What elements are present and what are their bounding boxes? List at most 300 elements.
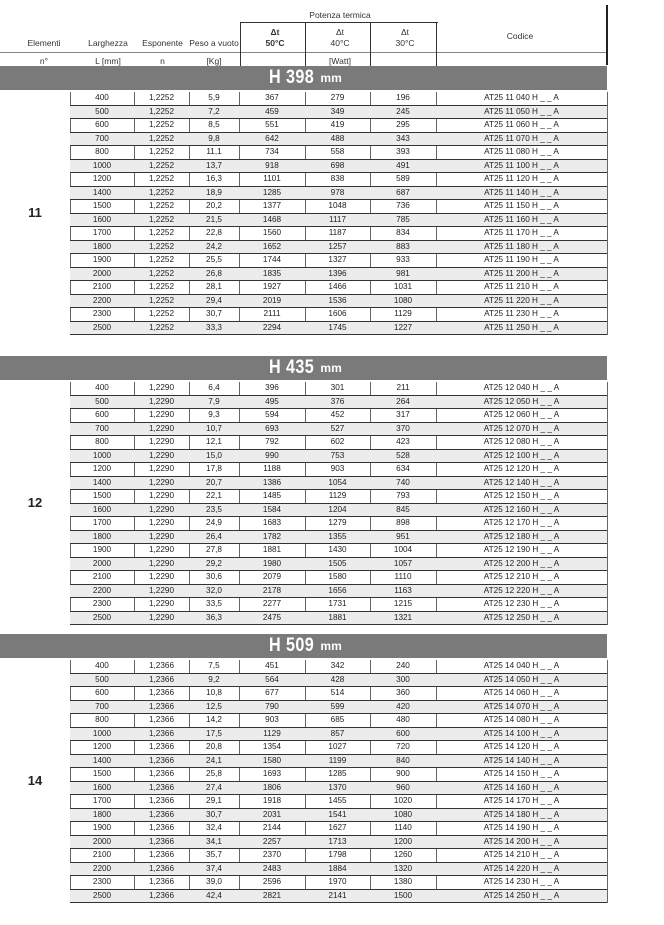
code-cell: AT25 11 120 H _ _ A bbox=[484, 174, 559, 183]
dt30-cell: 720 bbox=[396, 742, 410, 751]
exponent-cell: 1,2290 bbox=[148, 531, 175, 541]
header-sep bbox=[240, 22, 241, 66]
table-row bbox=[70, 612, 607, 626]
dt30-cell: 295 bbox=[396, 120, 410, 129]
dt30-cell: 420 bbox=[396, 701, 410, 711]
table-row bbox=[70, 308, 607, 322]
code-cell: AT25 14 210 H _ _ A bbox=[483, 850, 560, 859]
width-cell: 2300 bbox=[92, 309, 112, 318]
dt40-cell: 1713 bbox=[328, 836, 347, 846]
dt40-cell: 685 bbox=[330, 715, 345, 724]
table-row bbox=[70, 836, 607, 850]
dt40-cell: 1187 bbox=[328, 228, 347, 237]
dt40-cell: 1798 bbox=[328, 850, 347, 859]
code-cell: AT25 14 190 H _ _ A bbox=[483, 823, 560, 832]
weight-cell: 29,1 bbox=[206, 796, 222, 805]
weight-cell: 24,9 bbox=[206, 518, 222, 527]
height-value: H 435 bbox=[269, 357, 315, 378]
dt30-cell: 1129 bbox=[394, 309, 412, 318]
exponent-cell: 1,2290 bbox=[148, 504, 175, 514]
width-cell: 2500 bbox=[92, 612, 112, 622]
code-cell: AT25 12 140 H _ _ A bbox=[483, 477, 560, 487]
width-cell: 1400 bbox=[92, 477, 112, 487]
right-border bbox=[606, 5, 608, 65]
code-cell: AT25 12 210 H _ _ A bbox=[483, 572, 560, 581]
code-cell: AT25 11 100 H _ _ A bbox=[484, 160, 559, 170]
table-row bbox=[70, 674, 607, 688]
dt40-cell: 342 bbox=[330, 661, 345, 670]
table-row bbox=[70, 768, 607, 782]
dt30-cell: 981 bbox=[396, 268, 410, 278]
dt30-cell: 687 bbox=[396, 187, 410, 197]
dt50-cell: 2019 bbox=[262, 295, 282, 305]
header-dt40: Δt bbox=[335, 27, 345, 37]
dt30-cell: 1163 bbox=[394, 585, 412, 595]
dt30-cell: 264 bbox=[396, 396, 410, 406]
dt50-cell: 1580 bbox=[262, 755, 282, 765]
width-cell: 400 bbox=[95, 93, 109, 102]
code-cell: AT25 11 050 H _ _ A bbox=[484, 106, 559, 116]
header-codice: Codice bbox=[506, 31, 534, 41]
table-row bbox=[70, 660, 607, 674]
height-band bbox=[0, 66, 607, 90]
weight-cell: 7,9 bbox=[208, 396, 220, 406]
column-separator bbox=[607, 92, 608, 335]
dt40-cell: 1370 bbox=[328, 782, 347, 792]
column-separator bbox=[607, 660, 608, 903]
dt40-cell: 1048 bbox=[328, 201, 347, 210]
width-cell: 1000 bbox=[92, 160, 112, 170]
exponent-cell: 1,2290 bbox=[148, 410, 175, 419]
dt40-cell: 1027 bbox=[328, 742, 347, 751]
table-row bbox=[70, 876, 607, 890]
exponent-cell: 1,2366 bbox=[148, 850, 175, 859]
weight-cell: 9,2 bbox=[208, 674, 220, 684]
width-cell: 800 bbox=[95, 147, 109, 156]
exponent-cell: 1,2252 bbox=[148, 187, 175, 197]
header-dt40-sub: 40°C bbox=[330, 38, 350, 48]
width-cell: 700 bbox=[95, 701, 109, 711]
code-cell: AT25 14 140 H _ _ A bbox=[483, 755, 560, 765]
code-cell: AT25 14 230 H _ _ A bbox=[483, 877, 560, 886]
table-row bbox=[70, 436, 607, 450]
unit-larghezza: L [mm] bbox=[95, 56, 121, 66]
code-cell: AT25 12 070 H _ _ A bbox=[483, 423, 560, 433]
dt50-cell: 396 bbox=[265, 383, 279, 392]
dt30-cell: 317 bbox=[396, 410, 410, 419]
header-sep bbox=[436, 22, 437, 66]
dt30-cell: 1057 bbox=[393, 558, 413, 568]
dt40-cell: 1327 bbox=[328, 255, 347, 264]
dt50-cell: 734 bbox=[265, 147, 279, 156]
dt50-cell: 990 bbox=[265, 450, 279, 460]
width-cell: 1000 bbox=[92, 450, 112, 460]
table-row bbox=[70, 200, 607, 214]
code-cell: AT25 14 220 H _ _ A bbox=[483, 863, 560, 873]
dt40-cell: 1541 bbox=[328, 809, 347, 819]
dt40-cell: 1355 bbox=[328, 531, 347, 541]
dt40-cell: 428 bbox=[330, 674, 345, 684]
width-cell: 1500 bbox=[92, 201, 112, 210]
exponent-cell: 1,2252 bbox=[148, 133, 175, 143]
width-cell: 2100 bbox=[92, 282, 112, 291]
code-cell: AT25 14 200 H _ _ A bbox=[483, 836, 560, 846]
width-cell: 1400 bbox=[92, 755, 112, 765]
dt30-cell: 898 bbox=[396, 518, 410, 527]
width-cell: 800 bbox=[95, 715, 109, 724]
dt40-cell: 1656 bbox=[328, 585, 347, 595]
weight-cell: 24,2 bbox=[206, 241, 222, 251]
dt30-cell: 736 bbox=[396, 201, 410, 210]
dt40-cell: 558 bbox=[330, 147, 345, 156]
dt40-cell: 1745 bbox=[328, 322, 347, 332]
exponent-cell: 1,2366 bbox=[148, 796, 175, 805]
elements-count: 14 bbox=[27, 772, 43, 788]
dt50-cell: 2821 bbox=[262, 890, 282, 900]
dt50-cell: 2475 bbox=[262, 612, 282, 622]
width-cell: 600 bbox=[95, 688, 109, 697]
header-sep bbox=[370, 22, 371, 66]
exponent-cell: 1,2366 bbox=[148, 890, 175, 900]
dt40-cell: 1396 bbox=[328, 268, 347, 278]
dt30-cell: 1200 bbox=[393, 836, 413, 846]
exponent-cell: 1,2366 bbox=[148, 755, 175, 765]
dt40-cell: 1199 bbox=[328, 755, 347, 765]
code-cell: AT25 11 200 H _ _ A bbox=[484, 268, 559, 278]
table-row bbox=[70, 714, 607, 728]
dt50-cell: 2079 bbox=[262, 572, 282, 581]
dt40-cell: 1505 bbox=[328, 558, 347, 568]
dt30-cell: 240 bbox=[396, 661, 410, 670]
width-cell: 1800 bbox=[92, 241, 112, 251]
dt30-cell: 360 bbox=[396, 688, 410, 697]
weight-cell: 30,6 bbox=[206, 572, 222, 581]
unit-elementi: n° bbox=[39, 56, 49, 66]
dt40-cell: 1117 bbox=[329, 214, 346, 224]
table-row bbox=[70, 809, 607, 823]
weight-cell: 28,1 bbox=[206, 282, 222, 291]
table-row bbox=[70, 849, 607, 863]
height-value: H 398 bbox=[269, 67, 315, 88]
dt40-cell: 1884 bbox=[328, 863, 347, 873]
dt40-cell: 514 bbox=[330, 688, 345, 697]
height-value: H 509 bbox=[269, 635, 315, 656]
dt50-cell: 2294 bbox=[262, 322, 282, 332]
code-cell: AT25 14 080 H _ _ A bbox=[483, 715, 560, 724]
table-row bbox=[70, 531, 607, 545]
dt50-cell: 1806 bbox=[262, 782, 282, 792]
dt30-cell: 589 bbox=[396, 174, 410, 183]
dt50-cell: 1652 bbox=[262, 241, 282, 251]
unit-watt: [Watt] bbox=[329, 56, 351, 66]
weight-cell: 42,4 bbox=[206, 890, 222, 900]
exponent-cell: 1,2366 bbox=[148, 674, 175, 684]
code-cell: AT25 14 040 H _ _ A bbox=[483, 661, 560, 670]
exponent-cell: 1,2252 bbox=[148, 120, 175, 129]
width-cell: 400 bbox=[95, 383, 109, 392]
exponent-cell: 1,2252 bbox=[148, 106, 175, 116]
dt40-cell: 838 bbox=[330, 174, 345, 183]
dt50-cell: 1386 bbox=[262, 477, 282, 487]
exponent-cell: 1,2290 bbox=[148, 599, 175, 608]
header-larghezza: Larghezza bbox=[88, 38, 128, 48]
exponent-cell: 1,2252 bbox=[148, 295, 175, 305]
height-band bbox=[0, 634, 607, 658]
weight-cell: 12,1 bbox=[206, 437, 222, 446]
dt30-cell: 1227 bbox=[393, 322, 413, 332]
table-row bbox=[70, 822, 607, 836]
dt30-cell: 933 bbox=[396, 255, 410, 264]
dt30-cell: 793 bbox=[396, 491, 410, 500]
weight-cell: 5,9 bbox=[208, 93, 220, 102]
dt50-cell: 1129 bbox=[263, 728, 281, 738]
dt50-cell: 2144 bbox=[262, 823, 282, 832]
dt30-cell: 423 bbox=[396, 437, 410, 446]
code-cell: AT25 14 070 H _ _ A bbox=[483, 701, 560, 711]
dt50-cell: 2257 bbox=[262, 836, 282, 846]
weight-cell: 26,4 bbox=[206, 531, 222, 541]
width-cell: 1500 bbox=[92, 769, 112, 778]
weight-cell: 13,7 bbox=[206, 160, 222, 170]
weight-cell: 25,5 bbox=[206, 255, 222, 264]
dt40-cell: 1536 bbox=[328, 295, 347, 305]
table-row bbox=[70, 92, 607, 106]
weight-cell: 16,3 bbox=[206, 174, 222, 183]
dt30-cell: 1320 bbox=[393, 863, 413, 873]
code-cell: AT25 14 050 H _ _ A bbox=[483, 674, 560, 684]
exponent-cell: 1,2366 bbox=[148, 877, 175, 886]
code-cell: AT25 12 080 H _ _ A bbox=[483, 437, 560, 446]
width-cell: 1900 bbox=[92, 823, 112, 832]
table-row bbox=[70, 687, 607, 701]
width-cell: 400 bbox=[95, 661, 109, 670]
dt50-cell: 1285 bbox=[262, 187, 282, 197]
exponent-cell: 1,2252 bbox=[148, 93, 175, 102]
height-unit: mm bbox=[320, 639, 342, 653]
code-cell: AT25 11 170 H _ _ A bbox=[484, 228, 559, 237]
header-peso: Peso a vuoto bbox=[189, 38, 239, 48]
table-row bbox=[70, 133, 607, 147]
table-row bbox=[70, 119, 607, 133]
width-cell: 1600 bbox=[92, 504, 112, 514]
dt30-cell: 960 bbox=[396, 782, 410, 792]
dt50-cell: 693 bbox=[265, 423, 279, 433]
width-cell: 700 bbox=[95, 423, 109, 433]
dt40-cell: 1257 bbox=[328, 241, 347, 251]
dt30-cell: 1321 bbox=[393, 612, 413, 622]
table-row bbox=[70, 227, 607, 241]
width-cell: 700 bbox=[95, 133, 109, 143]
weight-cell: 22,8 bbox=[206, 228, 222, 237]
dt40-cell: 452 bbox=[330, 410, 345, 419]
header-divider bbox=[0, 52, 607, 53]
weight-cell: 33,5 bbox=[206, 599, 222, 608]
dt50-cell: 1918 bbox=[262, 796, 282, 805]
code-cell: AT25 14 150 H _ _ A bbox=[483, 769, 560, 778]
dt30-cell: 1080 bbox=[393, 295, 413, 305]
table-row bbox=[70, 106, 607, 120]
code-cell: AT25 12 180 H _ _ A bbox=[483, 531, 560, 541]
dt50-cell: 790 bbox=[265, 701, 279, 711]
table-row bbox=[70, 585, 607, 599]
dt40-cell: 1129 bbox=[328, 491, 347, 500]
dt40-cell: 903 bbox=[330, 464, 345, 473]
weight-cell: 32,0 bbox=[206, 585, 222, 595]
exponent-cell: 1,2252 bbox=[148, 255, 175, 264]
width-cell: 1000 bbox=[92, 728, 112, 738]
code-cell: AT25 12 170 H _ _ A bbox=[483, 518, 560, 527]
code-cell: AT25 12 230 H _ _ A bbox=[483, 599, 560, 608]
weight-cell: 7,5 bbox=[208, 661, 220, 670]
dt50-cell: 2111 bbox=[263, 309, 281, 318]
weight-cell: 35,7 bbox=[206, 850, 222, 859]
width-cell: 1900 bbox=[92, 545, 112, 554]
weight-cell: 14,2 bbox=[206, 715, 222, 724]
table-row bbox=[70, 322, 607, 336]
weight-cell: 32,4 bbox=[206, 823, 222, 832]
dt50-cell: 2483 bbox=[262, 863, 282, 873]
table-row bbox=[70, 571, 607, 585]
dt50-cell: 2178 bbox=[262, 585, 282, 595]
dt40-cell: 1627 bbox=[328, 823, 347, 832]
dt40-cell: 1279 bbox=[328, 518, 347, 527]
code-cell: AT25 14 250 H _ _ A bbox=[483, 890, 560, 900]
table-row bbox=[70, 409, 607, 423]
table-row bbox=[70, 254, 607, 268]
table-row bbox=[70, 728, 607, 742]
header-dt50-sub: 50°C bbox=[265, 38, 285, 48]
width-cell: 2000 bbox=[92, 268, 112, 278]
dt30-cell: 1080 bbox=[393, 809, 413, 819]
table-row bbox=[70, 558, 607, 572]
exponent-cell: 1,2366 bbox=[148, 661, 175, 670]
width-cell: 600 bbox=[95, 120, 109, 129]
dt40-cell: 488 bbox=[330, 133, 345, 143]
exponent-cell: 1,2252 bbox=[148, 228, 175, 237]
table-row bbox=[70, 214, 607, 228]
width-cell: 2100 bbox=[92, 572, 112, 581]
dt30-cell: 1004 bbox=[393, 545, 413, 554]
table-row bbox=[70, 782, 607, 796]
code-cell: AT25 11 060 H _ _ A bbox=[484, 120, 559, 129]
dt50-cell: 792 bbox=[265, 437, 279, 446]
dt50-cell: 642 bbox=[265, 133, 279, 143]
weight-cell: 7,2 bbox=[208, 106, 220, 116]
table-row bbox=[70, 187, 607, 201]
code-cell: AT25 11 250 H _ _ A bbox=[484, 322, 559, 332]
code-cell: AT25 12 250 H _ _ A bbox=[483, 612, 560, 622]
height-unit: mm bbox=[320, 71, 342, 85]
weight-cell: 22,1 bbox=[206, 491, 222, 500]
width-cell: 2200 bbox=[92, 295, 112, 305]
code-cell: AT25 11 160 H _ _ A bbox=[484, 214, 559, 224]
exponent-cell: 1,2252 bbox=[148, 241, 175, 251]
table-row bbox=[70, 890, 607, 904]
width-cell: 1400 bbox=[92, 187, 112, 197]
dt30-cell: 1260 bbox=[393, 850, 413, 859]
exponent-cell: 1,2366 bbox=[148, 836, 175, 846]
dt30-cell: 1020 bbox=[393, 796, 413, 805]
table-row bbox=[70, 490, 607, 504]
weight-cell: 10,7 bbox=[206, 423, 222, 433]
dt50-cell: 1188 bbox=[263, 464, 281, 473]
weight-cell: 18,9 bbox=[206, 187, 222, 197]
width-cell: 500 bbox=[95, 674, 109, 684]
code-cell: AT25 14 060 H _ _ A bbox=[483, 688, 560, 697]
elements-count: 11 bbox=[28, 204, 42, 220]
code-cell: AT25 12 100 H _ _ A bbox=[483, 450, 560, 460]
dt50-cell: 918 bbox=[265, 160, 279, 170]
dt50-cell: 564 bbox=[265, 674, 279, 684]
code-cell: AT25 12 150 H _ _ A bbox=[483, 491, 560, 500]
table-row bbox=[70, 382, 607, 396]
dt50-cell: 1835 bbox=[262, 268, 282, 278]
code-cell: AT25 12 160 H _ _ A bbox=[483, 504, 560, 514]
dt30-cell: 300 bbox=[396, 674, 410, 684]
exponent-cell: 1,2366 bbox=[148, 728, 175, 738]
width-cell: 1200 bbox=[92, 464, 112, 473]
exponent-cell: 1,2290 bbox=[148, 450, 175, 460]
dt30-cell: 1031 bbox=[393, 282, 413, 291]
dt30-cell: 1110 bbox=[394, 572, 412, 581]
code-cell: AT25 11 230 H _ _ A bbox=[484, 309, 559, 318]
width-cell: 1800 bbox=[92, 531, 112, 541]
weight-cell: 9,8 bbox=[208, 133, 220, 143]
table-row bbox=[70, 241, 607, 255]
dt50-cell: 1927 bbox=[262, 282, 282, 291]
table-row bbox=[70, 295, 607, 309]
dt50-cell: 1560 bbox=[262, 228, 282, 237]
exponent-cell: 1,2290 bbox=[148, 572, 175, 581]
dt50-cell: 2277 bbox=[262, 599, 282, 608]
code-cell: AT25 12 050 H _ _ A bbox=[483, 396, 560, 406]
dt40-cell: 419 bbox=[330, 120, 345, 129]
exponent-cell: 1,2290 bbox=[148, 383, 175, 392]
exponent-cell: 1,2290 bbox=[148, 396, 175, 406]
code-cell: AT25 11 180 H _ _ A bbox=[484, 241, 559, 251]
dt30-cell: 951 bbox=[396, 531, 410, 541]
potenza-termica-title: Potenza termica bbox=[309, 10, 371, 20]
weight-cell: 12,5 bbox=[206, 701, 222, 711]
weight-cell: 37,4 bbox=[206, 863, 222, 873]
table-row bbox=[70, 701, 607, 715]
weight-cell: 9,3 bbox=[208, 410, 220, 419]
dt40-cell: 2141 bbox=[328, 890, 347, 900]
width-cell: 1700 bbox=[92, 796, 112, 805]
width-cell: 1600 bbox=[92, 782, 112, 792]
weight-cell: 29,4 bbox=[206, 295, 222, 305]
exponent-cell: 1,2290 bbox=[148, 558, 175, 568]
dt50-cell: 1485 bbox=[262, 491, 282, 500]
dt40-cell: 1285 bbox=[328, 769, 347, 778]
exponent-cell: 1,2290 bbox=[148, 491, 175, 500]
dt40-cell: 599 bbox=[330, 701, 345, 711]
weight-cell: 29,2 bbox=[206, 558, 222, 568]
weight-cell: 30,7 bbox=[206, 809, 222, 819]
weight-cell: 6,4 bbox=[208, 383, 220, 392]
width-cell: 600 bbox=[95, 410, 109, 419]
dt50-cell: 551 bbox=[265, 120, 279, 129]
dt30-cell: 196 bbox=[396, 93, 410, 102]
dt50-cell: 1683 bbox=[262, 518, 282, 527]
weight-cell: 17,8 bbox=[206, 464, 222, 473]
width-cell: 500 bbox=[95, 396, 109, 406]
dt30-cell: 1215 bbox=[393, 599, 413, 608]
elements-count: 12 bbox=[27, 494, 43, 510]
dt50-cell: 1881 bbox=[262, 545, 282, 554]
dt50-cell: 1782 bbox=[262, 531, 282, 541]
width-cell: 2500 bbox=[92, 890, 112, 900]
